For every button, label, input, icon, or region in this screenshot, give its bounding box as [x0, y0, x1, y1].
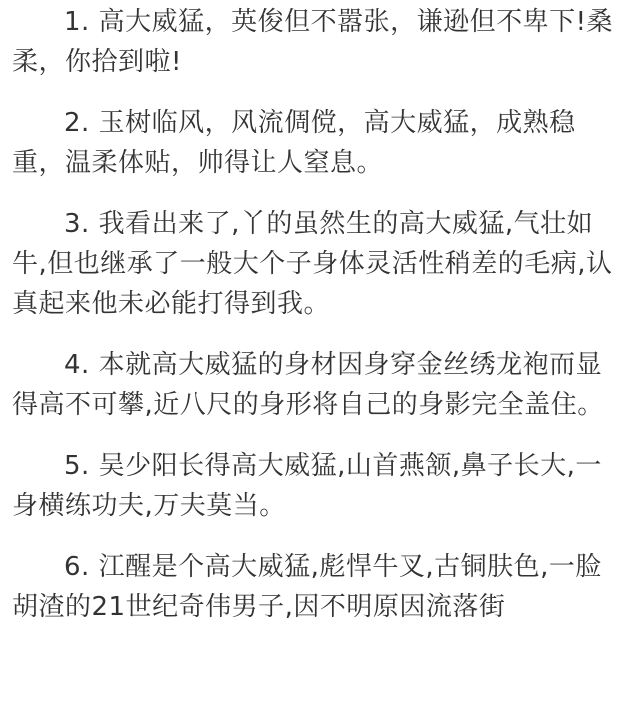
paragraph-3: 3. 我看出来了,丫的虽然生的高大威猛,气壮如牛,但也继承了一般大个子身体灵活性稍差的毛病,认真起来他未必能打得到我。 — [12, 209, 613, 319]
paragraph-1: 1. 高大威猛，英俊但不嚣张，谦逊但不卑下!桑柔，你拾到啦! — [12, 7, 613, 77]
paragraph-4: 4. 本就高大威猛的身材因身穿金丝绣龙袍而显得高不可攀,近八尺的身形将自己的身影完全盖住。 — [12, 350, 604, 420]
paragraph-5: 5. 吴少阳长得高大威猛,山首燕颔,鼻子长大,一身横练功夫,万夫莫当。 — [12, 451, 602, 521]
paragraph-2: 2. 玉树临风，风流倜傥，高大威猛，成熟稳重，温柔体贴，帅得让人窒息。 — [12, 108, 576, 178]
article-body — [12, 2, 628, 648]
paragraph-6: 6. 江醒是个高大威猛,彪悍牛叉,古铜肤色,一脸胡渣的21世纪奇伟男子,因不明原因流落街 — [12, 552, 602, 622]
